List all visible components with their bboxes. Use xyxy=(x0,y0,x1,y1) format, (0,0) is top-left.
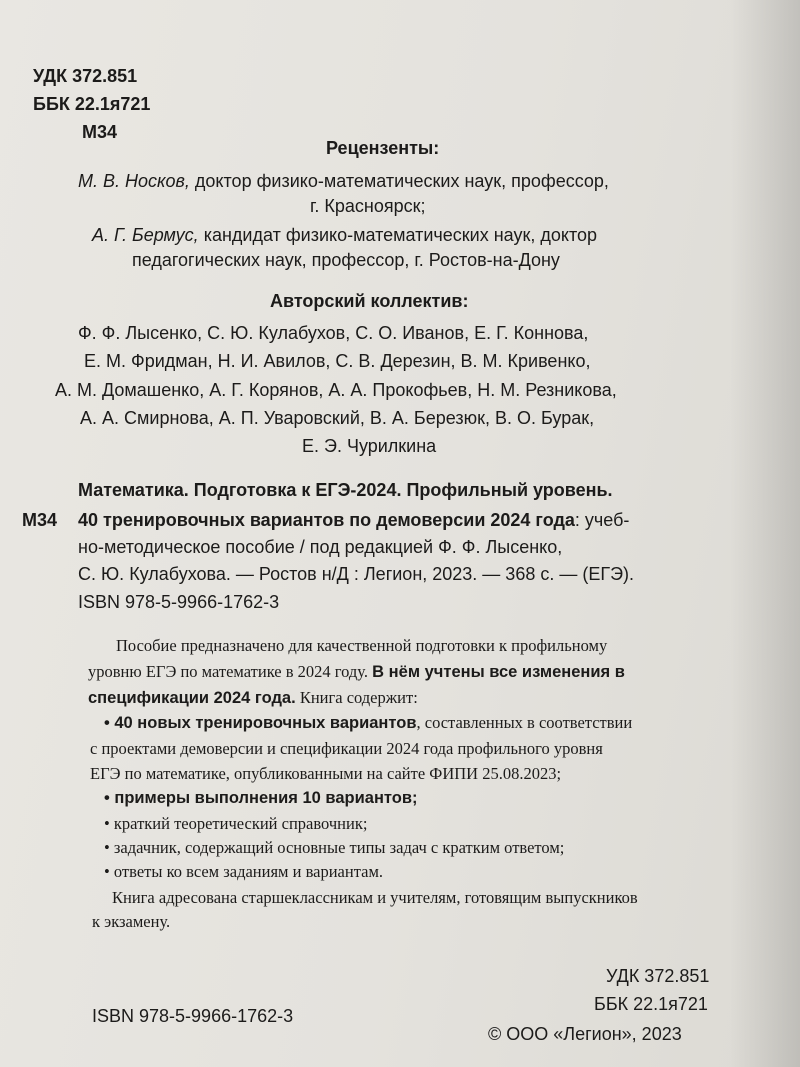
book-title: Математика. Подготовка к ЕГЭ-2024. Профильный уровень. xyxy=(78,480,613,500)
reviewer-1-city: г. Красноярск; xyxy=(310,196,426,216)
footer-isbn: ISBN 978-5-9966-1762-3 xyxy=(92,1006,294,1026)
bib-author-code: М34 xyxy=(22,510,58,530)
bib-isbn: ISBN 978-5-9966-1762-3 xyxy=(78,592,280,612)
bullet-highlight: • 40 новых тренировочных вариантов xyxy=(104,714,417,732)
annotation-text: уровню ЕГЭ по математике в 2024 году. xyxy=(88,662,373,681)
reviewer-1-name: М. В. Носков, xyxy=(78,171,190,191)
authors-line: А. М. Домашенко, А. Г. Корянов, А. А. Прокофьев, Н. М. Резникова, xyxy=(55,380,617,400)
reviewer-2-line2: педагогических наук, профессор, г. Ростов-на-Дону xyxy=(132,250,560,270)
annotation-line: Книга адресована старшеклассникам и учителям, готовящим выпускников xyxy=(112,888,638,907)
reviewer-1 xyxy=(78,171,609,192)
annotation-bullet: • краткий теоретический справочник; xyxy=(104,814,368,833)
page-shadow xyxy=(730,0,800,1067)
annotation-line xyxy=(88,688,418,708)
annotation-text: Книга содержит: xyxy=(295,688,418,707)
author-code: М34 xyxy=(82,122,118,142)
bbk-code: ББК 22.1я721 xyxy=(33,94,151,114)
reviewers-heading: Рецензенты: xyxy=(326,138,440,158)
annotation-line xyxy=(88,662,625,682)
authors-line: А. А. Смирнова, А. П. Уваровский, В. А. Березюк, В. О. Бурак, xyxy=(80,408,595,428)
footer-udk: УДК 372.851 xyxy=(606,966,710,986)
reviewer-2-name: А. Г. Бермус, xyxy=(92,225,199,245)
bib-subtitle: 40 тренировочных вариантов по демоверсии 2024 года xyxy=(78,510,575,530)
annotation-highlight: В нём учтены все изменения в xyxy=(372,663,625,681)
annotation-bullet: • ответы ко всем заданиям и вариантам. xyxy=(104,862,384,881)
footer-bbk: ББК 22.1я721 xyxy=(594,994,708,1014)
annotation-bullet xyxy=(104,713,632,733)
annotation-bullet: • задачник, содержащий основные типы задач с кратким ответом; xyxy=(104,838,565,857)
udk-code: УДК 372.851 xyxy=(33,66,138,86)
annotation-line: к экзамену. xyxy=(92,912,171,931)
annotation-line: Пособие предназначено для качественной подготовки к профильному xyxy=(116,636,608,655)
annotation-line: с проектами демоверсии и спецификации 2024 года профильного уровня xyxy=(90,739,603,758)
bib-line-2 xyxy=(78,510,629,531)
reviewer-1-text: доктор физико-математических наук, профессор, xyxy=(189,171,609,191)
annotation-highlight: спецификации 2024 года. xyxy=(88,689,296,707)
bib-subtitle-rest: : учеб- xyxy=(574,510,630,530)
bib-line-4: С. Ю. Кулабухова. — Ростов н/Д : Легион, 2023. — 368 с. — (ЕГЭ). xyxy=(78,564,635,584)
reviewer-2-text: кандидат физико-математических наук, доктор xyxy=(198,225,598,245)
copyright: © ООО «Легион», 2023 xyxy=(488,1024,682,1044)
authors-heading: Авторский коллектив: xyxy=(270,291,469,311)
annotation-line: ЕГЭ по математике, опубликованными на сайте ФИПИ 25.08.2023; xyxy=(90,764,562,783)
authors-line: Е. М. Фридман, Н. И. Авилов, С. В. Дерезин, В. М. Кривенко, xyxy=(84,351,591,371)
bib-line-3: но-методическое пособие / под редакцией Ф. Ф. Лысенко, xyxy=(78,537,563,557)
authors-line: Е. Э. Чурилкина xyxy=(302,436,437,456)
reviewer-2 xyxy=(92,225,597,246)
annotation-bullet: • примеры выполнения 10 вариантов; xyxy=(104,789,418,807)
bullet-text: , составленных в соответствии xyxy=(416,713,633,732)
authors-line: Ф. Ф. Лысенко, С. Ю. Кулабухов, С. О. Иванов, Е. Г. Коннова, xyxy=(78,323,589,343)
